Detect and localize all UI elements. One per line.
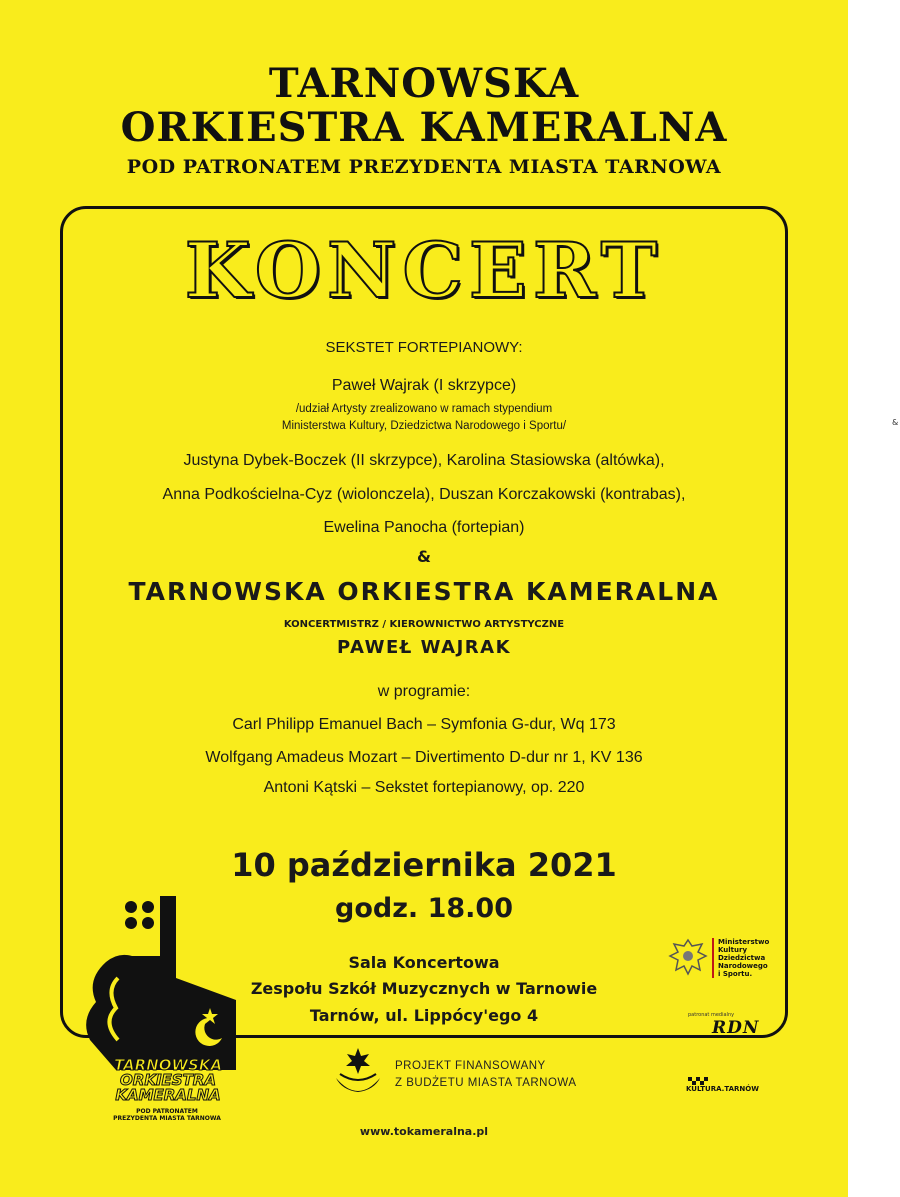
musician-role: (II skrzypce),	[350, 452, 443, 469]
program-item: Antoni Kątski – Sekstet fortepianowy, op. 220	[263, 779, 585, 796]
musicians-line-2	[0, 486, 848, 504]
soloist-role: (I skrzypce)	[433, 377, 517, 394]
ministry-line: Narodowego	[718, 962, 768, 970]
city-crest-icon	[330, 1044, 386, 1102]
soloist-note-1: /udział Artysty zrealizowano w ramach stypendium	[295, 403, 553, 415]
kultura-logo: KULTURA.TARNÓW	[686, 1085, 759, 1093]
ensemble-heading: SEKSTET FORTEPIANOWY:	[325, 339, 523, 356]
musician-role: (fortepian)	[451, 519, 525, 536]
logo-sub-line: POD PATRONATEM	[136, 1108, 198, 1115]
venue-line-2: Zespołu Szkół Muzycznych w Tarnowie	[250, 979, 598, 998]
musician-name: Duszan Korczakowski	[439, 486, 596, 503]
soloist-note-2: Ministerstwa Kultury, Dziedzictwa Narodowego i Sportu/	[281, 420, 567, 432]
ministry-line: i Sportu.	[718, 970, 753, 978]
event-type-text: KONCERT	[184, 226, 664, 315]
patronage-line: POD PATRONATEM PREZYDENTA MIASTA TARNOWA	[126, 156, 722, 178]
program-item: Carl Philipp Emanuel Bach – Symfonia G-dur, Wq 173	[232, 716, 616, 733]
ampersand: &	[417, 547, 431, 566]
venue-line-1: Sala Koncertowa	[348, 953, 500, 972]
program-heading: w programie:	[377, 683, 471, 700]
ministry-line: Kultury	[718, 946, 748, 954]
musician-role: (kontrabas),	[600, 486, 686, 503]
side-mark: &	[892, 418, 899, 427]
logo-word: KAMERALNA	[115, 1086, 221, 1104]
logo-word: TARNOWSKA	[113, 1056, 223, 1074]
musician-name: Karolina Stasiowska	[446, 452, 591, 469]
event-time: godz. 18.00	[335, 893, 513, 924]
title-line-1: TARNOWSKA	[268, 60, 580, 107]
musician-name: Justyna Dybek-Boczek	[183, 452, 347, 469]
musician-role: (wiolonczela),	[336, 486, 435, 503]
logo-sub-line: PREZYDENTA MIASTA TARNOWA	[113, 1115, 221, 1122]
logo-wordmark	[88, 1058, 248, 1103]
funding-line-1: PROJEKT FINANSOWANY	[395, 1060, 546, 1072]
event-type-heading	[0, 226, 848, 315]
website-link[interactable]: www.tokameralna.pl	[359, 1125, 489, 1138]
funding-line-2: Z BUDŻETU MIASTA TARNOWA	[395, 1077, 577, 1089]
logo-subtext	[92, 1108, 242, 1122]
eagle-emblem-icon	[668, 936, 708, 976]
orchestra-name: TARNOWSKA ORKIESTRA KAMERALNA	[128, 577, 720, 606]
leader-name: PAWEŁ WAJRAK	[336, 637, 512, 658]
musician-name: Anna Podkościelna-Cyz	[162, 486, 333, 503]
radio-logo-caption: patronat medialny	[688, 1012, 735, 1018]
soloist-name: Paweł Wajrak	[331, 377, 430, 394]
musicians-line-1	[0, 452, 848, 470]
venue-line-3: Tarnów, ul. Lippócy'ego 4	[309, 1006, 539, 1025]
musicians-line-3	[0, 519, 848, 537]
ministry-logo-text	[712, 938, 788, 978]
ministry-line: Ministerstwo	[718, 938, 770, 946]
musician-name: Ewelina Panocha	[323, 519, 448, 536]
kultura-pixel-icon	[688, 1074, 708, 1084]
radio-logo: RDN	[712, 1018, 760, 1038]
soloist-line	[0, 377, 848, 395]
leader-label: KONCERTMISTRZ / KIEROWNICTWO ARTYSTYCZNE	[283, 619, 565, 630]
program-item: Wolfgang Amadeus Mozart – Divertimento D-dur nr 1, KV 136	[205, 749, 643, 766]
logo-word: ORKIESTRA	[120, 1071, 216, 1089]
event-date: 10 października 2021	[231, 846, 617, 884]
ministry-line: Dziedzictwa	[718, 954, 766, 962]
title-line-2: ORKIESTRA KAMERALNA	[120, 104, 728, 151]
musician-role: (altówka),	[595, 452, 665, 469]
